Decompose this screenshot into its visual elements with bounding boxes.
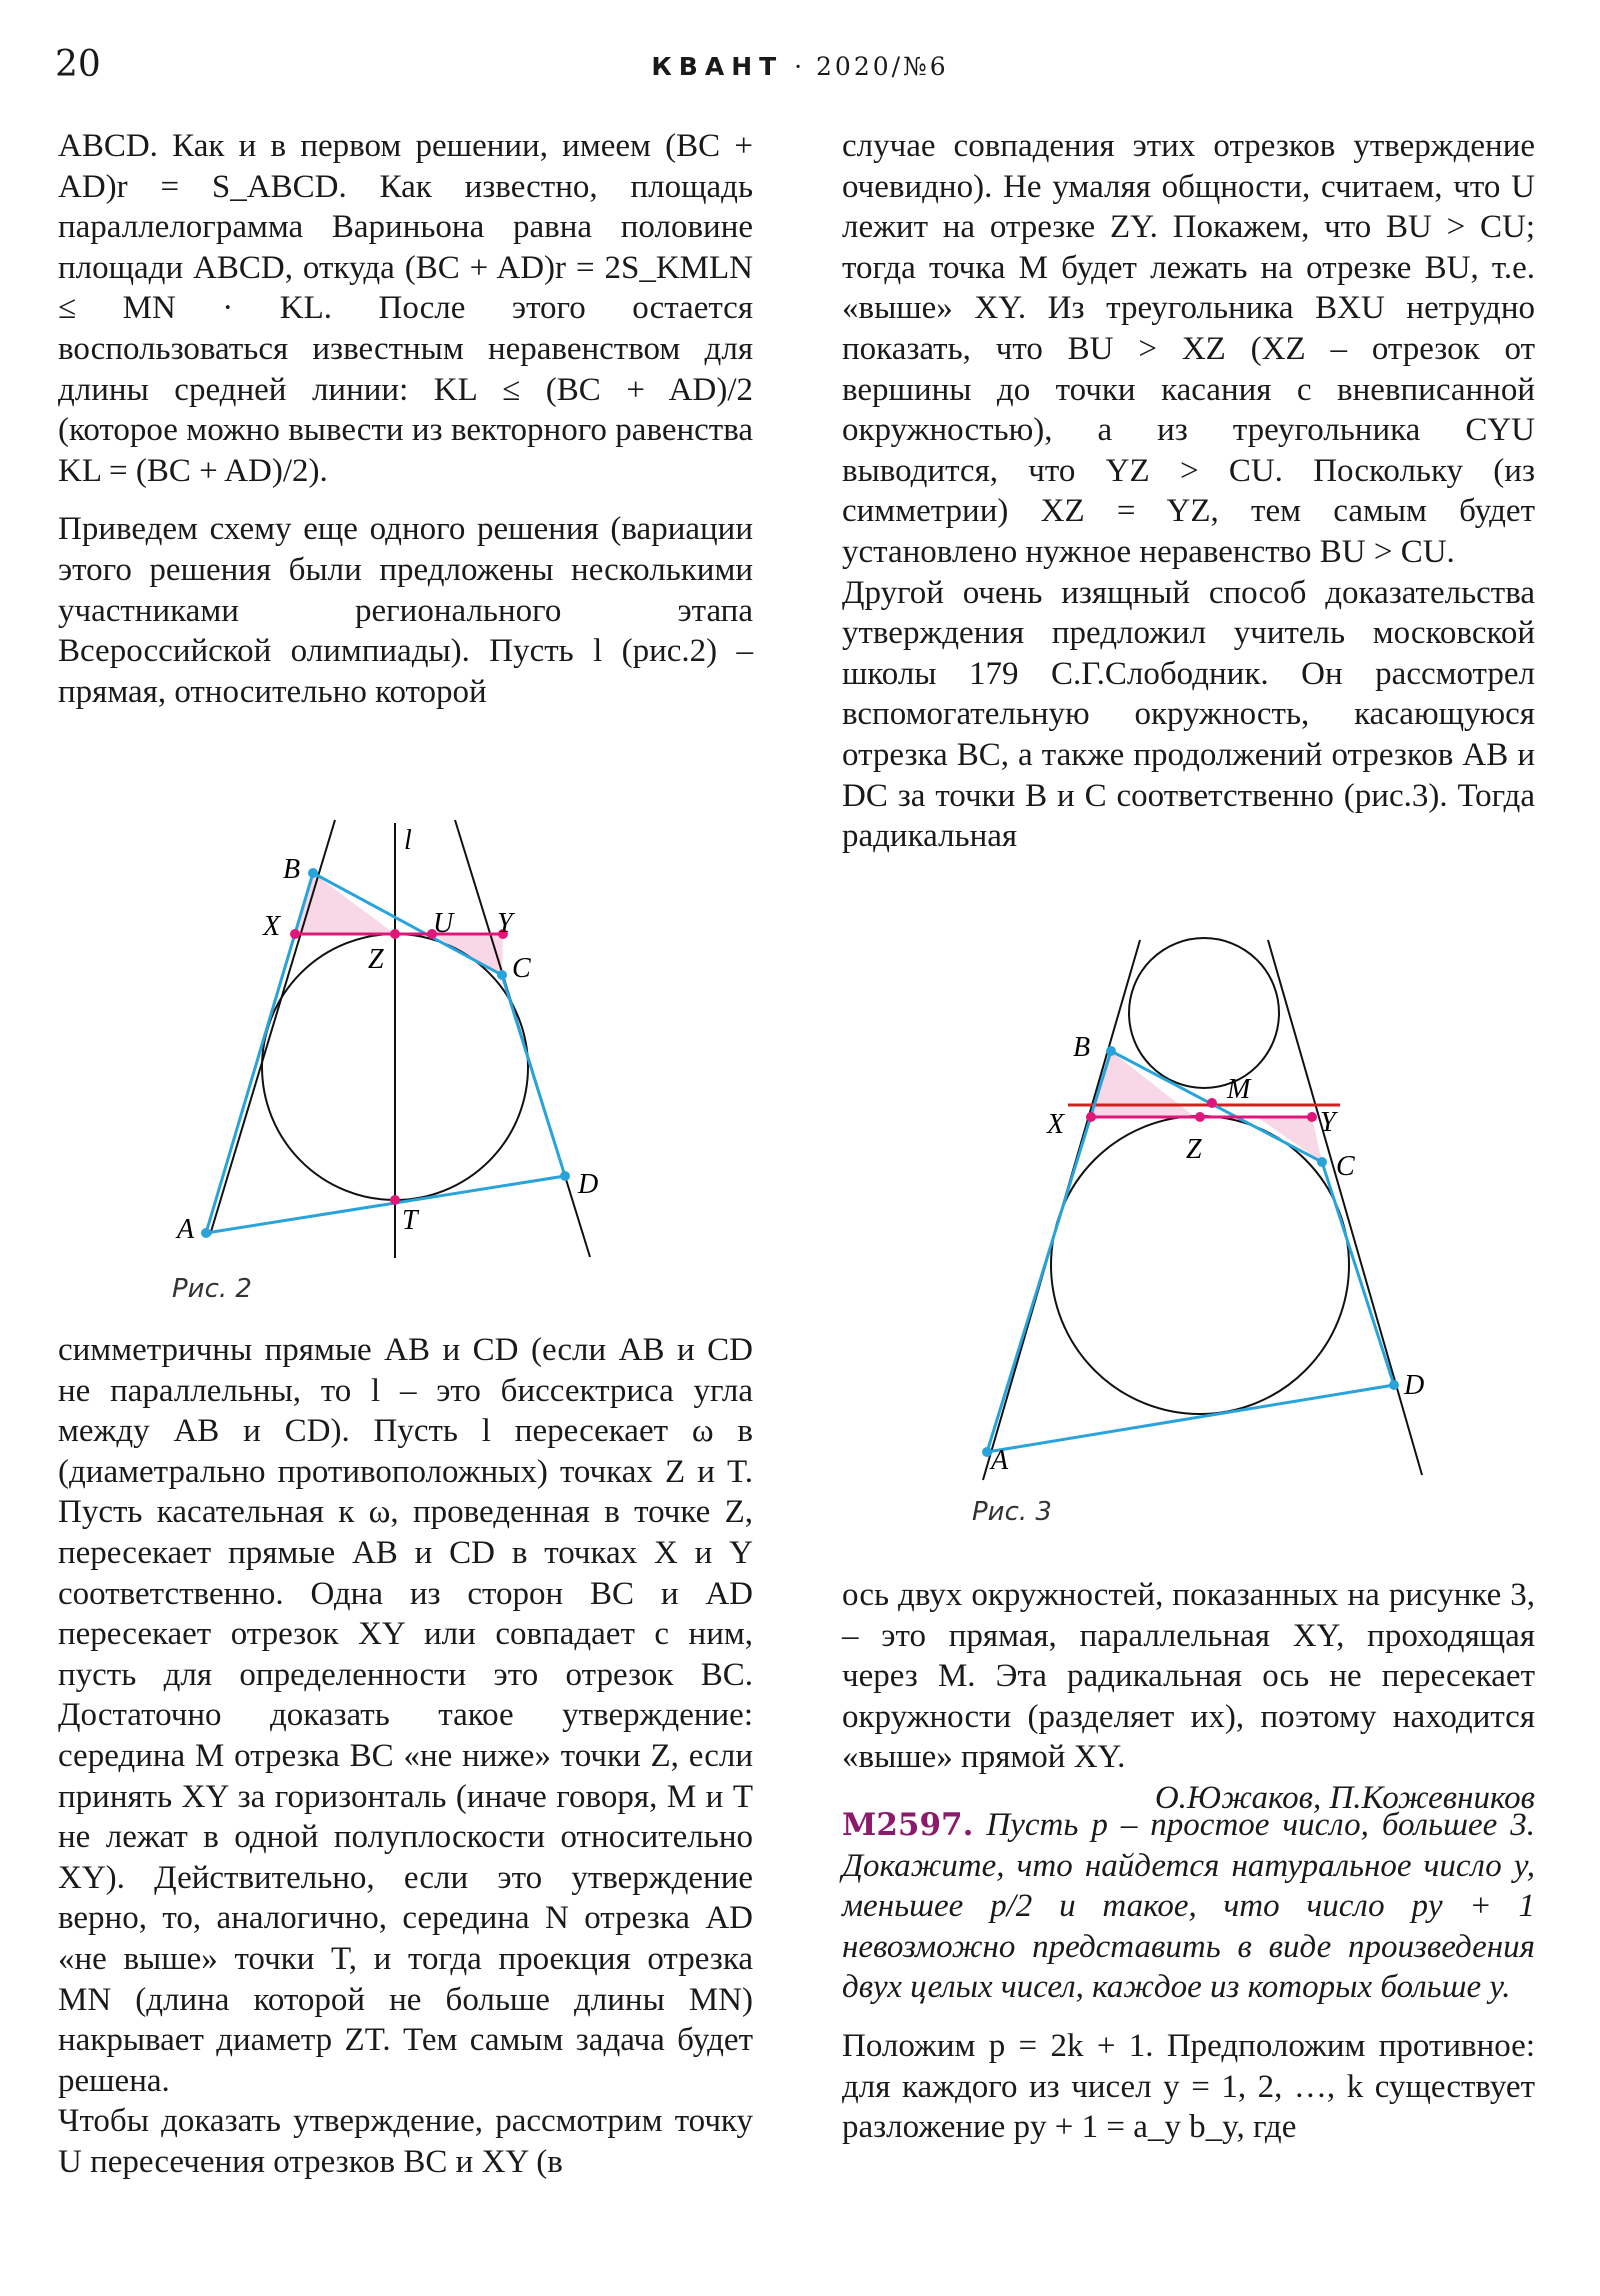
fig3-label: D <box>1404 1370 1425 1401</box>
paragraph: ось двух окружностей, показанных на рисунке 3, – это прямая, параллельная XY, проходящая через M. Эта радикальная ось не пересекает окружности (разделяет их), поэтому находится «выше» прямой XY. <box>842 1577 1535 1776</box>
fig2-label: A <box>177 1214 195 1245</box>
problem-statement <box>842 1805 1535 2008</box>
fig2-label: D <box>578 1169 599 1200</box>
fig2-point-t <box>390 1195 400 1205</box>
fig3-label: B <box>1073 1032 1091 1063</box>
issue-number: · 2020/№6 <box>783 52 949 81</box>
fig3-label: X <box>1047 1109 1065 1140</box>
fig3-label: C <box>1336 1151 1355 1182</box>
paragraph: ABCD. Как и в первом решении, имеем (BC + AD)r = S_ABCD. Как известно, площадь параллелограмма Вариньона равна половине площади ABCD, откуда (BC + AD)r = 2S_KMLN ≤ MN · KL. После этого остается воспользоваться известным неравенством для длины средней линии: KL ≤ (BC + AD)/2 (которое можно вывести из векторного равенства KL = (BC + AD)/2). <box>58 128 753 489</box>
problem-text: Пусть p – простое число, большее 3. Докажите, что найдется натуральное число y, меньшее p/2 и такое, что число py + 1 невозможно представить в виде произведения двух целых чисел, каждое из которых больше y. <box>842 1807 1536 2006</box>
fig2-point-x <box>290 929 300 939</box>
fig2-line-ab-extended <box>210 820 335 1235</box>
paragraph: Другой очень изящный способ доказательства утверждения предложил учитель московской школы 179 С.Г.Слободник. Он рассмотрел вспомогательную окружность, касающуюся отрезка BC, а также продолжений отрезков AB и DC за точки B и C соответственно (рис.3). Тогда радикальная <box>842 574 1535 855</box>
paragraph: Приведем схему еще одного решения (вариации этого решения были предложены несколькими участниками регионального этапа Всероссийской олимпиады). Пусть l (рис.2) – прямая, относительно которой <box>58 511 753 710</box>
fig2-point-a <box>201 1228 211 1238</box>
fig2-point-c <box>497 970 507 980</box>
fig2-point-b <box>308 868 318 878</box>
fig2-label: U <box>433 908 454 939</box>
column-1-bottom <box>58 1330 753 2182</box>
fig3-point-m <box>1207 1098 1217 1108</box>
fig2-label: C <box>512 953 531 984</box>
journal-title: КВАНТ <box>651 52 784 81</box>
fig2-point-z <box>390 929 400 939</box>
fig3-point-d <box>1389 1380 1399 1390</box>
problem-code: М2597. <box>842 1807 974 1843</box>
fig2-label: l <box>404 825 412 856</box>
fig2-label: B <box>283 854 301 885</box>
fig3-excircle <box>1129 938 1279 1088</box>
paragraph: симметричны прямые AB и CD (если AB и CD не параллельны, то l – это биссектриса угла между AB и CD). Пусть l пересекает ω в (диаметрально противоположных) точках Z и T. Пусть касательная к ω, проведенная в точке Z, пересекает прямые AB и CD в точках X и Y соответственно. Одна из сторон BC и AD пересекает отрезок XY или совпадает с ним, пусть для определенности это отрезок BC. Достаточно доказать такое утверждение: середина M отрезка BC «не ниже» точки Z, если принять XY за горизонталь (иначе говоря, M и T не лежат в одной полуплоскости относительно XY). Действительно, если это утверждение верно, то, аналогично, середина N отрезка AD «не выше» точки T, и тогда проекция отрезка MN (длина которой не больше длины MN) накрывает диаметр ZT. Тем самым задача будет решена. <box>58 1332 753 2099</box>
paragraph: случае совпадения этих отрезков утверждение очевидно). Не умаляя общности, считаем, что U лежит на отрезке ZY. Покажем, что BU > CU; тогда точка M будет лежать на отрезке BU, т.е. «выше» XY. Из треугольника BXU нетрудно показать, что BU > XZ (XZ – отрезок от вершины до точки касания с вневписанной окружностью), а из треугольника CYU выводится, что YZ > CU. Поскольку (из симметрии) XZ = YZ, тем самым будет установлено нужное неравенство BU > CU. <box>842 128 1535 570</box>
fig3-label: M <box>1227 1074 1251 1105</box>
fig3-line-cd-extended <box>1268 940 1425 1475</box>
paragraph: Чтобы доказать утверждение, рассмотрим точку U пересечения отрезков BC и XY (в <box>58 2103 753 2180</box>
fig2-label: Y <box>497 908 513 939</box>
fig2-point-d <box>560 1171 570 1181</box>
fig3-label: Z <box>1186 1134 1202 1165</box>
solution-paragraph: Положим p = 2k + 1. Предположим противное: для каждого из чисел y = 1, 2, …, k существует разложение py + 1 = a_y b_y, где <box>842 2027 1535 2146</box>
fig3-point-c <box>1317 1157 1327 1167</box>
fig3-caption: Рис. 3 <box>972 1497 1052 1527</box>
figure-2 <box>150 815 610 1320</box>
running-header <box>0 52 1600 81</box>
fig3-point-b <box>1106 1046 1116 1056</box>
fig2-label: T <box>402 1205 418 1236</box>
column-2-top <box>842 126 1535 857</box>
fig3-label: Y <box>1320 1107 1336 1138</box>
figure-3 <box>950 925 1470 1530</box>
fig2-label: Z <box>368 944 384 975</box>
fig2-label: X <box>263 911 281 942</box>
column-2-bottom <box>842 1575 1535 1819</box>
fig3-point-z <box>1195 1112 1205 1122</box>
column-1-top <box>58 126 753 712</box>
fig3-point-x <box>1086 1112 1096 1122</box>
fig3-point-y <box>1307 1112 1317 1122</box>
author-signature: О.Южаков, П.Кожевников <box>1154 1779 1535 1816</box>
fig3-label: A <box>991 1445 1009 1476</box>
problem-block <box>842 1805 1535 2148</box>
fig2-caption: Рис. 2 <box>172 1274 252 1304</box>
page-number: 20 <box>55 44 101 85</box>
